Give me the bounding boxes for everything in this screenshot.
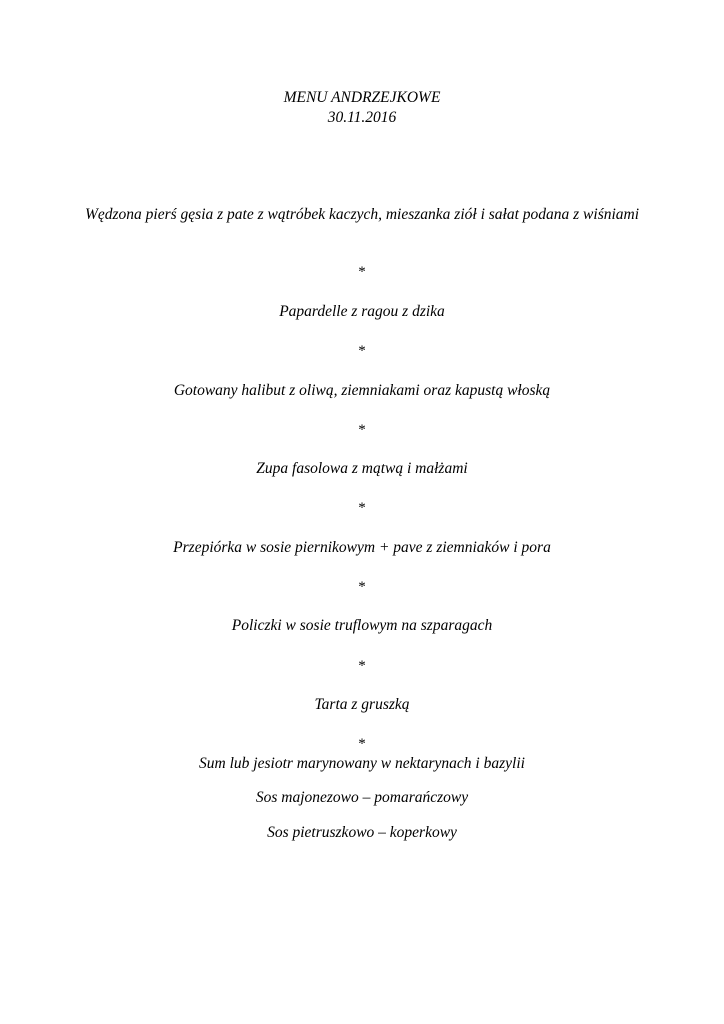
separator-star: * bbox=[358, 658, 366, 674]
separator-star: * bbox=[358, 579, 366, 595]
menu-date: 30.11.2016 bbox=[327, 109, 397, 126]
sauce-mayo-orange: Sos majonezowo – pomarańczowy bbox=[255, 789, 469, 806]
separator-star: * bbox=[358, 422, 366, 438]
course-goose-breast: Wędzona pierś gęsia z pate z wątróbek kaczych, mieszanka ziół i sałat podana z wiśniami bbox=[84, 206, 640, 223]
course-halibut: Gotowany halibut z oliwą, ziemniakami oraz kapustą włoską bbox=[173, 382, 551, 399]
sauce-parsley-dill: Sos pietruszkowo – koperkowy bbox=[267, 824, 457, 841]
course-catfish-sturgeon: Sum lub jesiotr marynowany w nektarynach i bazylii bbox=[199, 755, 525, 772]
separator-star: * bbox=[358, 736, 366, 752]
course-papardelle: Papardelle z ragou z dzika bbox=[279, 303, 445, 320]
separator-star: * bbox=[358, 343, 366, 359]
separator-star: * bbox=[358, 264, 366, 280]
course-quail: Przepiórka w sosie piernikowym + pave z ziemniaków i pora bbox=[173, 539, 551, 556]
course-cheeks: Policzki w sosie truflowym na szparagach bbox=[231, 617, 493, 634]
menu-title: MENU ANDRZEJKOWE bbox=[283, 89, 441, 106]
course-bean-soup: Zupa fasolowa z mątwą i małżami bbox=[256, 460, 468, 477]
course-pear-tart: Tarta z gruszką bbox=[314, 696, 410, 713]
separator-star: * bbox=[358, 500, 366, 516]
